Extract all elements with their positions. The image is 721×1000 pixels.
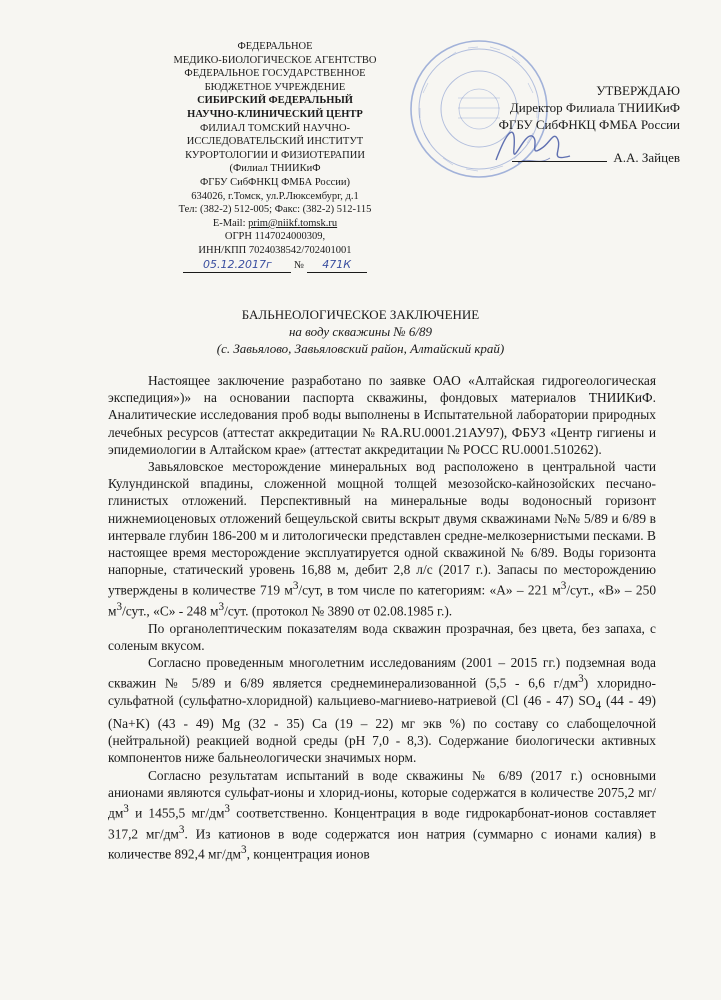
superscript: 3 xyxy=(560,580,567,593)
superscript: 3 xyxy=(123,802,129,815)
header-line: МЕДИКО-БИОЛОГИЧЕСКОЕ АГЕНТСТВО xyxy=(173,54,377,66)
approver-name: А.А. Зайцев xyxy=(613,150,680,165)
text-segment: соответственно. Концентрация в воде гидрокарбонат-ионов составляет 317,2 мг/дм xyxy=(108,805,656,842)
approval-block xyxy=(470,82,680,166)
text-segment: /сут., «В» – 250 м xyxy=(108,582,657,619)
text-segment: (44 - 49) (Na+K) (43 - 49) Mg (32 - 35) Ca (19 – 22) мг экв %) по составу со слабощелочной (нейтральной) реакцией водной среды (рН 7,0 - 8,3). Содержание биологически активных компонентов ниже бальнеологически значимых норм. xyxy=(108,693,657,766)
text-segment: /сут. (протокол № 3890 от 02.08.1985 г.). xyxy=(224,603,453,619)
superscript: 3 xyxy=(218,601,225,614)
document-body xyxy=(108,372,656,863)
email-link[interactable]: prim@niikf.tomsk.ru xyxy=(248,217,338,229)
text-segment: Завьяловское месторождение минеральных вод расположено в центральной части Кулундинской впадины, сложенной мощной толщей мезозойско-кайнозойских песчано-глинистых отложений. Перспективный на минеральные воды водоносный горизонт нижнемиоценовых отложений бещеульской свиты вскрыт двумя скважинами №№ 5/89 и 6/89 в интервале глубин 186-200 м и литологически представлен средне-мелкозернистыми песками. В настоящее время месторождение эксплуатируется одной скважиной № 6/89. Воды горизонта напорные, статический уровень 16,88 м, дебит 2,8 л/с (2017 г.). Запасы по месторождению утверждены в количестве 719 м xyxy=(108,459,656,598)
paragraph-deposit xyxy=(108,458,656,620)
header-line: ФИЛИАЛ ТОМСКИЙ НАУЧНО- xyxy=(199,122,351,134)
text-segment: Согласно проведенным многолетним исследованиям (2001 – 2015 гг.) подземная вода скважин № 5/89 и 6/89 является среднеминерализованной (5,5 - 6,6 г/дм xyxy=(108,655,656,691)
header-bold-line: СИБИРСКИЙ ФЕДЕРАЛЬНЫЙ xyxy=(197,95,353,107)
approver-position: Директор Филиала ТНИИКиФ xyxy=(509,100,680,115)
header-phone: Тел: (382-2) 512-005; Факс: (382-2) 512-115 xyxy=(178,204,372,216)
superscript: 3 xyxy=(224,802,230,815)
header-bold-line: НАУЧНО-КЛИНИЧЕСКИЙ ЦЕНТР xyxy=(187,108,363,120)
approve-label: УТВЕРЖДАЮ xyxy=(596,83,680,98)
date-field xyxy=(183,258,291,274)
signature-underline xyxy=(512,161,607,162)
header-line: БЮДЖЕТНОЕ УЧРЕЖДЕНИЕ xyxy=(204,81,346,93)
header-inn: ИНН/КПП 7024038542/702401001 xyxy=(198,244,352,256)
superscript: 3 xyxy=(178,823,185,836)
text-segment: ) хлоридно-сульфатной (сульфатно-хлоридной) кальциево-магниево-натриевой (Cl (46 - 47) SO xyxy=(108,675,656,709)
document-subtitle: на воду скважины № 6/89 xyxy=(288,324,433,339)
text-segment: Согласно результатам испытаний в воде скважины № 6/89 (2017 г.) основными анионами являются сульфат-ионы и хлорид-ионы, которые содержатся в количестве 2075,2 мг/дм xyxy=(108,767,656,821)
superscript: 3 xyxy=(292,580,299,593)
header-line: ФЕДЕРАЛЬНОЕ ГОСУДАРСТВЕННОЕ xyxy=(184,68,366,80)
paragraph-results xyxy=(108,767,656,863)
header-line: ФЕДЕРАЛЬНОЕ xyxy=(237,41,313,52)
text-segment: и 1455,5 мг/дм xyxy=(128,805,225,821)
header-email-line xyxy=(150,217,400,231)
superscript: 3 xyxy=(578,673,584,686)
paragraph-organoleptic: По органолептическим показателям вода скважин прозрачная, без цвета, без запаха, с соленым вкусом. xyxy=(108,620,656,653)
document-location: (с. Завьялово, Завьяловский район, Алтайский край) xyxy=(216,341,505,356)
header-line: ФГБУ СибФНКЦ ФМБА России) xyxy=(199,176,350,188)
header-ogrn: ОГРН 1147024000309, xyxy=(224,231,326,243)
number-field xyxy=(307,258,367,274)
superscript: 3 xyxy=(116,601,123,614)
signature-line xyxy=(470,149,680,166)
paragraph-composition xyxy=(108,654,656,766)
paragraph-intro: Настоящее заключение разработано по заявке ОАО «Алтайская гидрогеологическая экспедиция»)» на основании паспорта скважины, фондовых материалов ТНИИКиФ. Аналитические исследования проб воды выполнены в Испытательной лаборатории природных лечебных ресурсов (аттестат аккредитации № RA.RU.0001.21АУ97), ФБУЗ «Центр гигиены и эпидемиологии в Алтайском крае» (аттестат аккредитации № РОСС RU.0001.510262). xyxy=(108,373,656,457)
subscript: 4 xyxy=(595,699,602,712)
text-segment: /сут, в том числе по категориям: «А» – 221 м xyxy=(298,582,561,598)
approver-org: ФГБУ СибФНКЦ ФМБА России xyxy=(498,117,680,132)
text-segment: . Из катионов в воде содержатся ион натрия (суммарно с ионами калия) в количестве 892,4 мг/дм xyxy=(108,826,657,862)
text-segment: , концентрация ионов xyxy=(246,846,370,862)
superscript: 3 xyxy=(240,844,247,857)
header-line: КУРОРТОЛОГИИ И ФИЗИОТЕРАПИИ xyxy=(185,149,365,161)
number-sign: № xyxy=(293,259,305,271)
text-segment: /сут., «С» - 248 м xyxy=(122,603,219,619)
sender-header xyxy=(150,40,400,273)
handwritten-date: 05.12.2017г xyxy=(202,257,272,271)
header-address: 634026, г.Томск, ул.Р.Люксембург, д.1 xyxy=(191,190,359,202)
handwritten-number: 471К xyxy=(322,257,352,271)
email-prefix: E-Mail: xyxy=(212,217,249,229)
header-line: ИССЛЕДОВАТЕЛЬСКИЙ ИНСТИТУТ xyxy=(186,136,364,148)
header-line: (Филиал ТНИИКиФ xyxy=(229,163,321,175)
document-title: БАЛЬНЕОЛОГИЧЕСКОЕ ЗАКЛЮЧЕНИЕ xyxy=(241,307,480,322)
date-number-line xyxy=(150,258,400,274)
